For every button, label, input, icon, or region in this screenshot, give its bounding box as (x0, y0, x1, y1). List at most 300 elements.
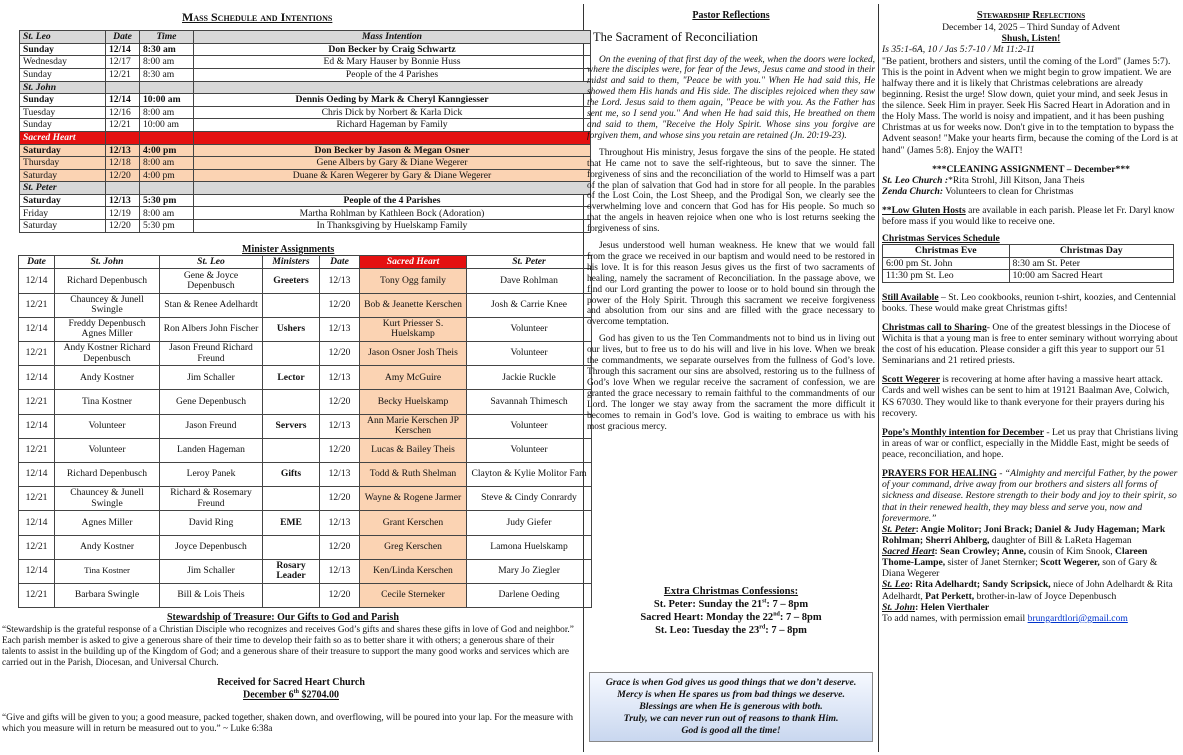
healing-leo-d: brother-in-law of Joyce Depenbusch (974, 590, 1117, 602)
stewardship-subtitle: Shush, Listen! (1001, 33, 1061, 45)
mass-cell: 12/16 (106, 106, 140, 119)
pope-intention (882, 427, 1180, 460)
mass-cell: 8:30 am (140, 43, 194, 56)
stewardship-title: Stewardship Reflections (976, 10, 1086, 21)
healing-sacred-heart (882, 546, 1180, 579)
mass-row (20, 194, 591, 207)
minister-cell: Gene Depenbusch (160, 390, 263, 414)
mass-cell: Gene Albers by Gary & Diane Wegerer (194, 157, 591, 170)
minister-cell: 12/21 (19, 293, 55, 317)
minister-cell: Ron Albers John Fischer (160, 317, 263, 341)
healing-st-peter-names: : Angie Molitor; Joni Brack; Daniel & Judy Hageman; Mark Rohlman; Sherri Ahlberg, (882, 523, 1166, 546)
healing-st-peter (882, 524, 1180, 546)
mass-cell: 12/14 (106, 94, 140, 107)
christmas-services-table (882, 244, 1174, 282)
cleaning-leo-label: St. Leo Church : (882, 174, 949, 186)
email-link[interactable]: brungardtlori@gmail.com (1027, 612, 1128, 624)
mass-header-cell: Time (140, 31, 194, 44)
mass-header-cell: St. Leo (20, 31, 106, 44)
mass-cell: St. John (20, 81, 106, 94)
minister-cell: Jason Osner Josh Theis (360, 342, 467, 366)
mass-cell: 12/18 (106, 157, 140, 170)
mass-cell: 8:30 am (140, 68, 194, 81)
minister-cell: 12/20 (320, 438, 360, 462)
minister-cell: Jim Schaller (160, 366, 263, 390)
middle-column (587, 0, 875, 755)
cleaning-title: ***CLEANING ASSIGNMENT – December*** (932, 163, 1130, 175)
healing-leo-b: niece of John Adelhardt & Rita Adelhardt, (882, 579, 1173, 602)
mass-cell: 8:00 am (140, 157, 194, 170)
minister-cell: Richard Depenbusch (55, 269, 160, 293)
mass-cell (194, 81, 591, 94)
minister-cell: 12/13 (320, 269, 360, 293)
minister-row (19, 438, 592, 462)
mass-schedule-title: Mass Schedule and Intentions (182, 10, 333, 24)
minister-role-cell: Greeters (263, 269, 320, 293)
scott-notice (882, 374, 1180, 419)
grace-line: Blessings are when He is generous with both. (639, 700, 823, 712)
mass-row (20, 119, 591, 132)
healing-sh-b: cousin of Kim Snook, (1026, 546, 1116, 557)
minister-cell: Tony Ogg family (360, 269, 467, 293)
minister-cell: 12/13 (320, 366, 360, 390)
mass-row (20, 169, 591, 182)
minister-cell: Darlene Oeding (467, 583, 592, 607)
healing-label: PRAYERS FOR HEALING (882, 468, 997, 480)
minister-cell: 12/13 (320, 559, 360, 583)
left-column (2, 0, 587, 755)
pastor-title: The Sacrament of Reconciliation (593, 29, 758, 44)
received-amount: $2704.00 (301, 689, 339, 701)
minister-cell: 12/20 (320, 487, 360, 511)
minister-cell: 12/14 (19, 511, 55, 535)
minister-cell: Ann Marie Kerschen JP Kerschen (360, 414, 467, 438)
mass-cell: 12/21 (106, 68, 140, 81)
minister-cell: 12/14 (19, 317, 55, 341)
services-title: Christmas Services Schedule (882, 233, 1000, 245)
minister-role-cell (263, 583, 320, 607)
mass-cell: Martha Rohlman by Kathleen Bock (Adoration) (194, 207, 591, 220)
minister-cell: 12/21 (19, 390, 55, 414)
minister-cell: Volunteer (55, 414, 160, 438)
stewardship-date: December 14, 2025 – Third Sunday of Advent (942, 22, 1120, 34)
pastor-heading: Pastor Reflections (692, 10, 770, 21)
confession-line (587, 598, 875, 611)
still-text: – St. Leo cookbooks, reunion t-shirt, koozies, and Centennial books. These would make great Christmas gifts! (882, 291, 1176, 314)
healing-sh-f: son of Gary & Diana Wegerer (882, 557, 1158, 580)
mass-cell: Ed & Mary Hauser by Bonnie Huss (194, 56, 591, 69)
healing-st-peter-label: St. Peter (882, 523, 916, 535)
healing-sh-e: Scott Wegerer, (1040, 557, 1100, 569)
minister-cell: Tina Kostner (55, 390, 160, 414)
minister-cell: 12/21 (19, 487, 55, 511)
minister-row (19, 511, 592, 535)
minister-row (19, 535, 592, 559)
mass-cell: Sunday (20, 119, 106, 132)
mass-cell: St. Peter (20, 182, 106, 195)
minister-row (19, 269, 592, 293)
confessions-block (587, 585, 875, 638)
minister-cell: Todd & Ruth Shelman (360, 462, 467, 486)
healing-quote: - “Almighty and merciful Father, by the power of your command, drive away from our brothers and sisters all forms of sickness and disease. Restore strength to their body and joy to their spirit, so that in their renewed health, they may bless and serve you, now and forevermore.” (882, 468, 1178, 524)
minister-cell: Agnes Miller (55, 511, 160, 535)
healing-john-label: St. John (882, 601, 916, 613)
right-column (882, 0, 1180, 755)
minister-role-cell: Rosary Leader (263, 559, 320, 583)
mass-cell: People of the 4 Parishes (194, 194, 591, 207)
minister-row (19, 366, 592, 390)
stewardship-body: "Be patient, brothers and sisters, until the coming of the Lord" (James 5:7). This is the point in Advent when we might begin to grow impatient. We are halfway there and it is likely that Christmas celebrations are already beginning. Resist the urge! Slow down, quiet your mind, and seek Jesus in the silence. Seek Him in prayer. Seek His Sacred Heart in Adoration and in the Holy Mass. The world is noisy and impatient, and it has been pushing Christmas at us for weeks now. Don't give in to the temptation to bypass the Advent season! "Make your hearts firm, because the coming of the Lord is at hand" (James 5:8). Enjoy the WAIT! (882, 55, 1178, 156)
mass-cell: Saturday (20, 220, 106, 233)
mass-cell: Sunday (20, 68, 106, 81)
mass-cell: 12/21 (106, 119, 140, 132)
minister-cell: Clayton & Kylie Molitor Fam (467, 462, 592, 486)
healing-john-names: : Helen Vierthaler (915, 601, 990, 613)
minister-cell: Andy Kostner (55, 535, 160, 559)
mass-row (20, 68, 591, 81)
minister-cell: Becky Huelskamp (360, 390, 467, 414)
minister-header-cell: Ministers (263, 256, 320, 269)
mass-cell: Sunday (20, 94, 106, 107)
minister-cell: Amy McGuire (360, 366, 467, 390)
minister-cell: Wayne & Rogene Jarmer (360, 487, 467, 511)
minister-cell: 12/13 (320, 511, 360, 535)
minister-role-cell: Ushers (263, 317, 320, 341)
mass-cell (106, 182, 140, 195)
minister-cell: 12/20 (320, 342, 360, 366)
mass-cell (194, 182, 591, 195)
mass-row (20, 94, 591, 107)
mass-cell: 12/14 (106, 43, 140, 56)
minister-header-cell: Date (19, 256, 55, 269)
minister-cell: 12/14 (19, 414, 55, 438)
minister-assignments-table (18, 255, 592, 608)
mass-cell: 12/20 (106, 220, 140, 233)
minister-role-cell: Lector (263, 366, 320, 390)
minister-cell: 12/14 (19, 559, 55, 583)
minister-cell: 12/20 (320, 390, 360, 414)
minister-cell: Kurt Priesser S. Huelskamp (360, 317, 467, 341)
minister-row (19, 317, 592, 341)
minister-cell: Richard & Rosemary Freund (160, 487, 263, 511)
healing-leo-label: St. Leo (882, 579, 910, 591)
minister-header-cell: St. Leo (160, 256, 263, 269)
cleaning-zenda (882, 186, 1180, 197)
services-cell: 8:30 am St. Peter (1009, 257, 1173, 269)
pope-label: Pope’s Monthly intention for December (882, 426, 1045, 438)
stewardship-treasure-title: Stewardship of Treasure: Our Gifts to God and Parish (167, 612, 399, 624)
grace-quote-box (589, 672, 873, 742)
healing-sh-d: sister of Janet Sternker; (945, 557, 1041, 569)
mass-cell: 12/13 (106, 194, 140, 207)
mass-row (20, 157, 591, 170)
services-cell: 11:30 pm St. Leo (883, 270, 1010, 282)
mass-cell: Sacred Heart (20, 131, 106, 144)
minister-cell: 12/21 (19, 438, 55, 462)
minister-header-cell: St. John (55, 256, 160, 269)
minister-cell: Freddy Depenbusch Agnes Miller (55, 317, 160, 341)
minister-row (19, 559, 592, 583)
mass-parish-row (20, 131, 591, 144)
mass-cell: 12/17 (106, 56, 140, 69)
healing-prayer (882, 468, 1180, 524)
add-names-text: To add names, with permission email (882, 612, 1028, 624)
minister-cell: 12/13 (320, 317, 360, 341)
healing-sh-label: Sacred Heart (882, 546, 935, 557)
minister-cell: Volunteer (467, 317, 592, 341)
mass-cell: 8:00 am (140, 207, 194, 220)
minister-role-cell: Gifts (263, 462, 320, 486)
mass-cell (140, 131, 194, 144)
services-cell: 10:00 am Sacred Heart (1009, 270, 1173, 282)
minister-cell: Greg Kerschen (360, 535, 467, 559)
mass-cell (194, 131, 591, 144)
mass-cell: 12/13 (106, 144, 140, 157)
minister-cell: Joyce Depenbusch (160, 535, 263, 559)
minister-role-cell: Servers (263, 414, 320, 438)
services-cell: 6:00 pm St. John (883, 257, 1010, 269)
minister-cell: Chauncey & Junell Swingle (55, 293, 160, 317)
minister-cell: Chauncey & Junell Swingle (55, 487, 160, 511)
healing-st-peter-rest: daughter of Bill & LaReta Hageman (989, 534, 1132, 546)
mass-cell: 4:00 pm (140, 144, 194, 157)
minister-cell: Gene & Joyce Depenbusch (160, 269, 263, 293)
mass-cell (140, 182, 194, 195)
minister-cell: Andy Kostner Richard Depenbusch (55, 342, 160, 366)
healing-st-leo (882, 579, 1180, 601)
mass-parish-row (20, 182, 591, 195)
minister-assignments-title: Minister Assignments (242, 243, 335, 255)
minister-cell: Cecile Sterneker (360, 583, 467, 607)
minister-cell: 12/13 (320, 414, 360, 438)
mass-row (20, 43, 591, 56)
minister-cell: Bob & Jeanette Kerschen (360, 293, 467, 317)
healing-leo-c: Pat Perkett, (925, 590, 975, 602)
mass-row (20, 220, 591, 233)
mass-cell: 8:00 am (140, 56, 194, 69)
minister-role-cell: EME (263, 511, 320, 535)
minister-cell: 12/21 (19, 342, 55, 366)
minister-cell: Stan & Renee Adelhardt (160, 293, 263, 317)
scripture-reference: Is 35:1-6A, 10 / Jas 5:7-10 / Mt 11:2-11 (882, 44, 1035, 56)
minister-cell: Jason Freund (160, 414, 263, 438)
stewardship-treasure-text: “Stewardship is the grateful response of a Christian Disciple who recognizes and receives God’s gifts and shares these gifts in love of God and neighbor.” Each parish member is asked to give a generous share of their time to develop their faith so as to better share it with others; a generous share of their talents to assist in the building up of the Kingdom of God; and a generous share of their treasure to support the many good works and services which are carried out in the Parish, Diocesan, and Universal Church. (2, 624, 574, 668)
minister-cell: 12/14 (19, 366, 55, 390)
mass-schedule-table (19, 30, 591, 233)
mass-cell: Dennis Oeding by Mark & Cheryl Kanngiesser (194, 94, 591, 107)
minister-role-cell (263, 293, 320, 317)
call-to-sharing (882, 322, 1180, 367)
minister-cell: Steve & Cindy Conrardy (467, 487, 592, 511)
minister-cell: 12/20 (320, 535, 360, 559)
still-available (882, 292, 1180, 314)
minister-cell: Volunteer (467, 414, 592, 438)
still-label: Still Available (882, 291, 939, 303)
minister-cell: Leroy Panek (160, 462, 263, 486)
minister-row (19, 462, 592, 486)
mass-row (20, 144, 591, 157)
confessions-title: Extra Christmas Confessions: (663, 586, 799, 597)
gluten-text: are available in each parish. Please let Fr. Daryl know before mass if you would like to receive one. (882, 205, 1175, 228)
mass-cell: Duane & Karen Wegerer by Gary & Diane Wegerer (194, 169, 591, 182)
minister-cell: Josh & Carrie Knee (467, 293, 592, 317)
minister-header-cell: St. Peter (467, 256, 592, 269)
mass-cell: 12/20 (106, 169, 140, 182)
minister-cell: 12/21 (19, 535, 55, 559)
minister-cell: Lamona Huelskamp (467, 535, 592, 559)
minister-role-cell (263, 487, 320, 511)
received-date-suffix: th (293, 689, 299, 696)
mass-cell: Richard Hageman by Family (194, 119, 591, 132)
services-header: Christmas Day (1009, 245, 1173, 257)
minister-cell: Lucas & Bailey Theis (360, 438, 467, 462)
minister-role-cell (263, 342, 320, 366)
minister-cell: Savannah Thimesch (467, 390, 592, 414)
confession-time: : 7 – 8pm (765, 625, 807, 637)
minister-row (19, 583, 592, 607)
minister-cell: Volunteer (467, 342, 592, 366)
minister-cell: 12/13 (320, 462, 360, 486)
services-header: Christmas Eve (883, 245, 1010, 257)
minister-cell: Judy Giefer (467, 511, 592, 535)
minister-header-cell: Date (320, 256, 360, 269)
minister-cell: Dave Rohlman (467, 269, 592, 293)
grace-line: Grace is when God gives us good things that we don’t deserve. (605, 677, 857, 688)
minister-cell: Jason Freund Richard Freund (160, 342, 263, 366)
minister-cell: Richard Depenbusch (55, 462, 160, 486)
mass-cell (106, 81, 140, 94)
minister-cell: 12/14 (19, 269, 55, 293)
mass-cell: 4:00 pm (140, 169, 194, 182)
cleaning-zenda-text: Volunteers to clean for Christmas (943, 185, 1074, 197)
gluten-label: **Low Gluten Hosts (882, 205, 966, 217)
mass-cell: 10:00 am (140, 119, 194, 132)
confession-day: St. Peter: Sunday the 21 (653, 599, 763, 611)
mass-cell: 12/19 (106, 207, 140, 220)
mass-cell: 5:30 pm (140, 220, 194, 233)
minister-cell: Andy Kostner (55, 366, 160, 390)
minister-cell: David Ring (160, 511, 263, 535)
cleaning-leo (882, 175, 1180, 186)
mass-cell: 10:00 am (140, 94, 194, 107)
minister-cell: 12/20 (320, 583, 360, 607)
minister-cell: 12/21 (19, 583, 55, 607)
minister-row (19, 414, 592, 438)
scott-text: is recovering at home after having a massive heart attack. Cards and well wishes can be sent to him at 19121 Baalman Ave, Colwich, KS 67030. They would like to thank everyone for their prayers during his recovery. (882, 374, 1170, 419)
mass-row (20, 106, 591, 119)
mass-row (20, 207, 591, 220)
minister-header-cell: Sacred Heart (360, 256, 467, 269)
mass-cell (106, 131, 140, 144)
healing-sh-a: : Sean Crowley; Anne, (934, 546, 1026, 557)
minister-cell: Volunteer (467, 438, 592, 462)
pastor-scripture: On the evening of that first day of the week, when the doors were locked, where the disciples were, for fear of the Jews, Jesus came and stood in their midst and said to them, "Peace be with you." When He had said this, He showed them His hands and His side. The disciples rejoiced when they saw the Lord. Jesus said to them again, "Peace be with you. As the Father has sent me, so I send you." And when He had said this, He breathed on them and said to them, "Receive the Holy Spirit. Whose sins you forgive are forgiven them, and whose sins you retain are retained (Jn. 20:19-23). (587, 54, 875, 141)
confession-day: Sacred Heart: Monday the 22 (640, 612, 774, 624)
pastor-paragraph-4: God has given to us the Ten Commandments not to bind us in living out our lives, but to free us to do his will and live in his love. When we break the commandments, we separate ourselves from the fullness of God’s love. Through this sacrament our sins are absolved, restoring us to the fullness of God’s love When we regular receive the sacrament of confession, we are granted the grace necessary to remain faithful to the commandments of our Lord. The longer we stay away from the sacrament the more difficult it becomes to remain in God’s love. God is waiting to embrace us with his most gracious mercy. (587, 334, 875, 432)
minister-cell: 12/14 (19, 462, 55, 486)
received-title: Received for Sacred Heart Church (217, 677, 365, 689)
confession-suffix: st (762, 598, 767, 605)
grace-line: Mercy is when He spares us from bad things we deserve. (617, 688, 845, 700)
minister-cell: Landen Hageman (160, 438, 263, 462)
add-names-line (882, 613, 1180, 624)
healing-st-john (882, 602, 1180, 613)
grace-line: God is good all the time! (681, 724, 781, 736)
confession-time: : 7 – 8pm (766, 599, 809, 611)
cleaning-zenda-label: Zenda Church: (882, 185, 944, 197)
minister-cell: Volunteer (55, 438, 160, 462)
gluten-notice (882, 205, 1180, 227)
minister-role-cell (263, 535, 320, 559)
mass-cell: People of the 4 Parishes (194, 68, 591, 81)
mass-cell: 8:00 am (140, 106, 194, 119)
minister-row (19, 390, 592, 414)
confession-line (587, 624, 875, 637)
mass-cell: Saturday (20, 194, 106, 207)
minister-cell: Bill & Lois Theis (160, 583, 263, 607)
mass-parish-row (20, 81, 591, 94)
mass-cell: Friday (20, 207, 106, 220)
cleaning-leo-names: *Rita Strohl, Jill Kitson, Jana Theis (948, 174, 1085, 186)
healing-sh-c: Clareen Thome-Lampe, (882, 546, 1148, 569)
mass-cell: Don Becker by Craig Schwartz (194, 43, 591, 56)
mass-cell (140, 81, 194, 94)
minister-row (19, 293, 592, 317)
mass-cell: Tuesday (20, 106, 106, 119)
mass-cell: Don Becker by Jason & Megan Osner (194, 144, 591, 157)
call-text: - One of the greatest blessings in the Diocese of Wichita is that a young man is free to enter seminary without worrying about the cost of his education. Please consider a gift this year to support our 51 Seminarians and 21 retired priests. (882, 321, 1178, 367)
mass-cell: Sunday (20, 43, 106, 56)
mass-cell: Wednesday (20, 56, 106, 69)
confession-suffix: rd (759, 624, 766, 631)
mass-row (20, 56, 591, 69)
minister-cell: Mary Jo Ziegler (467, 559, 592, 583)
mass-cell: Chris Dick by Norbert & Karla Dick (194, 106, 591, 119)
call-label: Christmas call to Sharing (882, 321, 987, 333)
minister-cell: Tina Kostner (55, 559, 160, 583)
mass-cell: In Thanksgiving by Huelskamp Family (194, 220, 591, 233)
confession-suffix: nd (773, 611, 780, 618)
confession-day: St. Leo: Tuesday the 23 (655, 625, 760, 637)
scott-label: Scott Wegerer (882, 374, 940, 386)
grace-line: Truly, we can never run out of reasons to thank Him. (623, 712, 839, 724)
minister-cell: Ken/Linda Kerschen (360, 559, 467, 583)
confession-line (587, 611, 875, 624)
pastor-paragraph-3: Jesus understood well human weakness. He knew that we would fall from the grace we received in our baptism and would need to be restored in his love. It is for this reason Jesus gives us the first of two sacraments of healing, namely the sacrament of Reconciliation. In the passage above, we find our Lord granting the power to loose or to hold bound sin through the power of the Holy Spirit. Through this sacrament we receive forgiveness and absolution from our sins and are filled with the grace necessary to overcome temptation. (587, 241, 875, 328)
minister-role-cell (263, 390, 320, 414)
minister-row (19, 487, 592, 511)
minister-role-cell (263, 438, 320, 462)
pastor-paragraph-2: Throughout His ministry, Jesus forgave the sins of the people. He stated that He came not to save the self-righteous, but to save the sinner. The forgiveness of sins and the reconciliation of the world to Himself was a part of the plan of salvation that God had in store for all people. In the parables of the Lost Coin, the Lost Sheep, and the Prodigal Son, we clearly see the overwhelming love and concern that God has for His people. So much so that the angels in heaven rejoice when one who is lost returns seeking the forgiveness of sins. (587, 147, 875, 235)
mass-cell: 5:30 pm (140, 194, 194, 207)
mass-header-cell: Date (106, 31, 140, 44)
received-date: December 6 (243, 689, 294, 701)
mass-header-cell: Mass Intention (194, 31, 591, 44)
mass-cell: Saturday (20, 144, 106, 157)
mass-cell: Thursday (20, 157, 106, 170)
pope-text: - Let us pray that Christians living in areas of war or conflict, especially in the Middle East, might be seeds of peace, reconciliation, and hope. (882, 426, 1179, 460)
minister-row (19, 342, 592, 366)
minister-cell: Grant Kerschen (360, 511, 467, 535)
minister-cell: Jim Schaller (160, 559, 263, 583)
received-amount-line (2, 689, 580, 701)
healing-leo-a: : Rita Adelhardt; Sandy Scripsick, (909, 579, 1051, 591)
minister-cell: Jackie Ruckle (467, 366, 592, 390)
luke-quote: “Give and gifts will be given to you; a good measure, packed together, shaken down, and overflowing, will be poured into your lap. For the measure with which you measure will in return be measured out to you.” ~ Luke 6:38a (2, 713, 573, 735)
confession-time: : 7 – 8pm (779, 612, 822, 624)
mass-cell: Saturday (20, 169, 106, 182)
minister-cell: Barbara Swingle (55, 583, 160, 607)
